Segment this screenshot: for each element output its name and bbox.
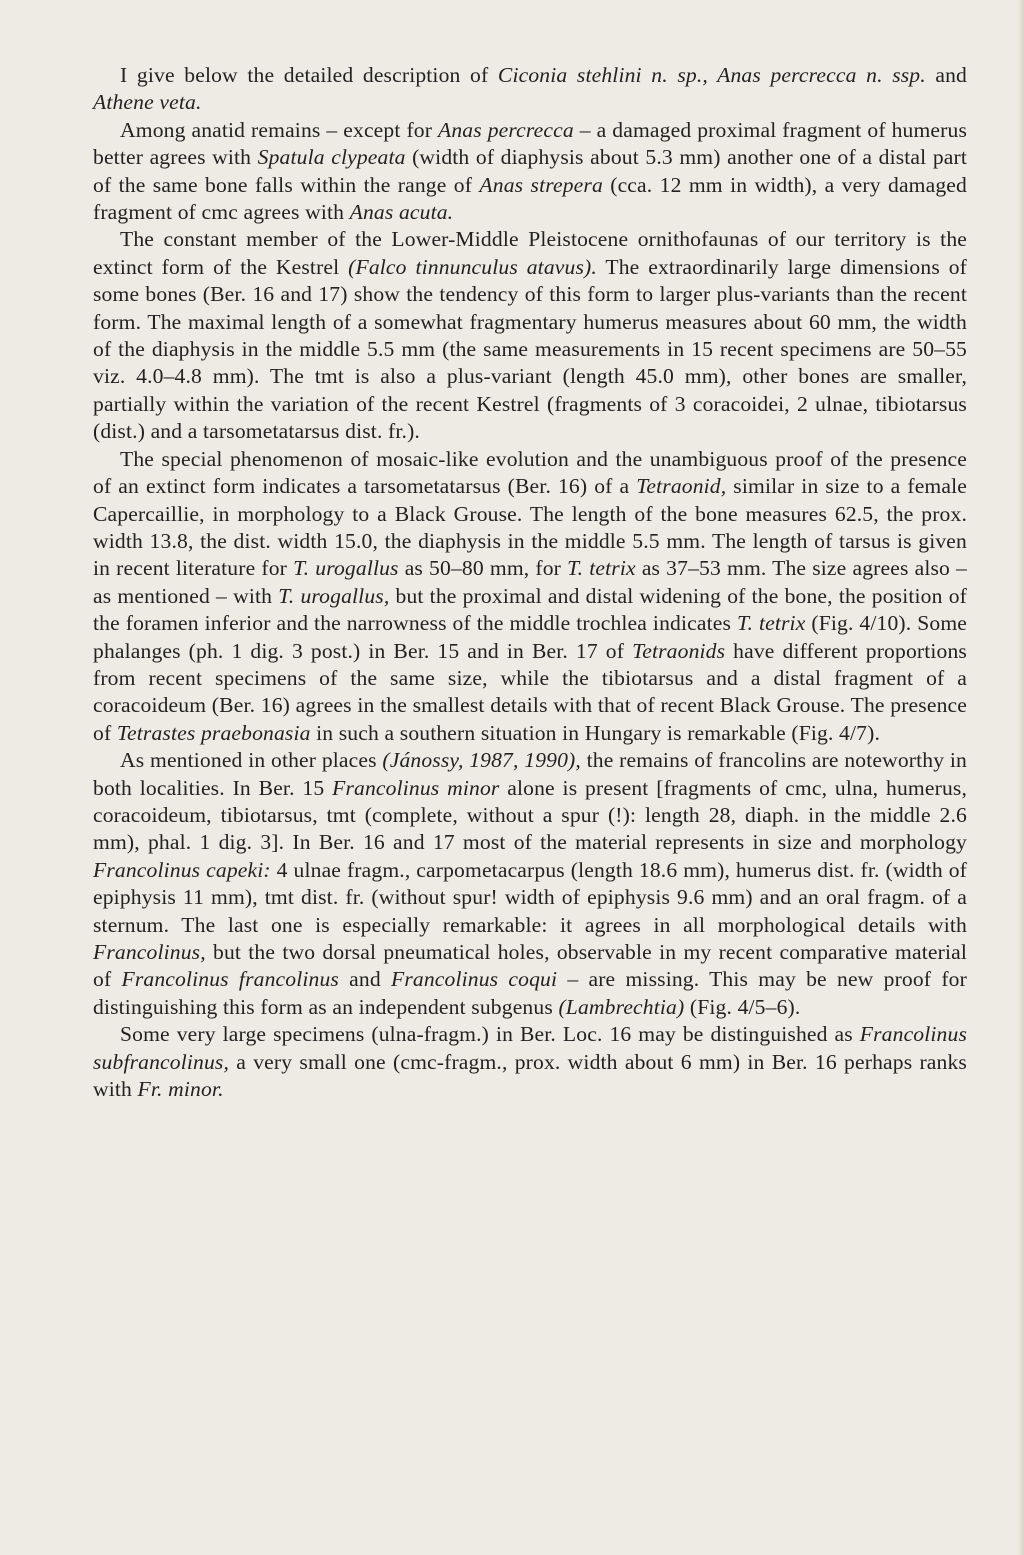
italic-text: T. tetrix bbox=[567, 556, 636, 581]
italic-text: T. urogallus bbox=[293, 556, 399, 581]
italic-text: Anas acuta. bbox=[349, 200, 454, 225]
text-run: similar in size to a female Capercaillie, in morphology to a Black Grouse. The length of the bone measures 62.5, the prox. width 13.8, the dist. width 15.0, the diaphysis in the middle 5.5 mm. The length of tarsus is given in recent literature for bbox=[93, 474, 967, 581]
page-body bbox=[93, 62, 967, 1103]
text-run: Among anatid remains – except for bbox=[120, 117, 439, 142]
text-run: and bbox=[925, 63, 967, 87]
text-run: The constant member of the Lower-Middle Pleistocene ornithofaunas of our territory is the extinct form of the Kestrel bbox=[93, 227, 967, 279]
text-run: the remains of francolins are noteworthy in both localities. In Ber. 15 bbox=[93, 748, 967, 800]
paragraph bbox=[93, 226, 967, 445]
italic-text: (Falco tinnunculus atavus). bbox=[348, 254, 597, 279]
italic-text: Athene veta. bbox=[93, 90, 202, 115]
text-run: (cca. 12 mm in width), a very damaged fragment of cmc agrees with bbox=[93, 172, 967, 225]
italic-text: Francolinus coqui bbox=[390, 967, 558, 992]
text-run: (width of diaphysis about 5.3 mm) another one of a distal part of the same bone falls within the range of bbox=[93, 145, 967, 197]
text-run: have different proportions from recent specimens of the same size, while the tibiotarsus and a distal fragment of a coracoideum (Ber. 16) agrees in the smallest details with that of recent Black Grouse. The presence of bbox=[93, 638, 967, 745]
text-run: and bbox=[338, 967, 391, 992]
italic-text: T. tetrix bbox=[736, 611, 806, 636]
text-run: as 50–80 mm, for bbox=[398, 556, 568, 581]
italic-text: Tetrastes praebonasia bbox=[116, 720, 311, 745]
italic-text: Francolinus francolinus bbox=[121, 967, 339, 992]
italic-text: Francolinus capeki: bbox=[93, 857, 271, 882]
italic-text: (Jánossy, 1987, 1990), bbox=[382, 748, 581, 773]
text-run: I give below the detailed description of bbox=[120, 63, 498, 87]
italic-text: Tetraonid, bbox=[636, 474, 727, 499]
italic-text: Fr. minor. bbox=[137, 1077, 224, 1102]
text-run: As mentioned in other places bbox=[120, 748, 383, 773]
text-run: in such a southern situation in Hungary is remarkable (Fig. 4/7). bbox=[310, 720, 880, 745]
paragraph bbox=[93, 747, 967, 1021]
text-run: (Fig. 4/10). Some phalanges (ph. 1 dig. 3 post.) in Ber. 15 and in Ber. 17 of bbox=[93, 611, 968, 663]
italic-text: Anas percrecca bbox=[438, 117, 574, 142]
italic-text: Tetraonids bbox=[632, 638, 726, 663]
italic-text: Francolinus, bbox=[93, 940, 206, 964]
paragraph bbox=[93, 1021, 967, 1103]
text-run: as 37–53 mm. The size agrees also – as mentioned – with bbox=[93, 556, 967, 608]
text-run: a very small one (cmc-fragm., prox. width about 6 mm) in Ber. 16 perhaps ranks with bbox=[93, 1049, 967, 1102]
italic-text: Francolinus minor bbox=[332, 775, 500, 800]
italic-text: Francolinus subfrancolinus, bbox=[93, 1022, 967, 1074]
text-run: (Fig. 4/5–6). bbox=[684, 994, 801, 1019]
text-run: The special phenomenon of mosaic-like evolution and the unambiguous proof of the presence of an extinct form indicates a tarsometatarsus (Ber. 16) of a bbox=[93, 446, 967, 499]
italic-text: (Lambrechtia) bbox=[558, 994, 685, 1019]
text-run: alone is present [fragments of cmc, ulna, humerus, coracoideum, tibiotarsus, tmt (complete, without a spur (!): length 28, diaph. in the middle 2.6 mm), phal. 1 dig. 3]. In Ber. 16 and 17 most of the material represents in size and morphology bbox=[93, 775, 967, 855]
text-run: but the proximal and distal widening of the bone, the position of the foramen inferior and the narrowness of the middle trochlea indicates bbox=[93, 583, 967, 636]
text-run: but the two dorsal pneumatical holes, observable in my recent comparative material of bbox=[93, 940, 967, 992]
italic-text: T. urogallus, bbox=[278, 583, 390, 608]
text-run: The extraordinarily large dimensions of some bones (Ber. 16 and 17) show the tendency of this form to larger plus-variants than the recent form. The maximal length of a somewhat fragmentary humerus measures about 60 mm, the width of the diaphysis in the middle 5.5 mm (the same measurements in 15 recent specimens are 50–55 viz. 4.0–4.8 mm). The tmt is also a plus-variant (length 45.0 mm), other bones are smaller, partially within the variation of the recent Kestrel (fragments of 3 coracoidei, 2 ulnae, tibiotarsus (dist.) and a tarsometatarsus dist. fr.). bbox=[93, 254, 968, 444]
text-run: – are missing. This may be new proof for distinguishing this form as an independent subgenus bbox=[93, 967, 967, 1019]
paragraph bbox=[93, 446, 967, 747]
text-run: – a damaged proximal fragment of humerus better agrees with bbox=[93, 117, 968, 170]
scan-edge bbox=[1018, 0, 1024, 1555]
italic-text: Anas strepera bbox=[479, 172, 603, 197]
text-run: Some very large specimens (ulna-fragm.) in Ber. Loc. 16 may be distinguished as bbox=[120, 1022, 860, 1047]
italic-text: Spatula clypeata bbox=[257, 145, 406, 170]
italic-text: Ciconia stehlini n. sp., Anas percrecca n. ssp. bbox=[497, 63, 926, 87]
paragraph bbox=[93, 117, 967, 227]
paragraph bbox=[93, 62, 967, 117]
text-run: 4 ulnae fragm., carpometacarpus (length 18.6 mm), humerus dist. fr. (width of epiphysis 11 mm), tmt dist. fr. (without spur! width of epiphysis 9.6 mm) and an oral fragm. of a sternum. The last one is especially remarkable: it agrees in all morphological details with bbox=[93, 857, 967, 937]
